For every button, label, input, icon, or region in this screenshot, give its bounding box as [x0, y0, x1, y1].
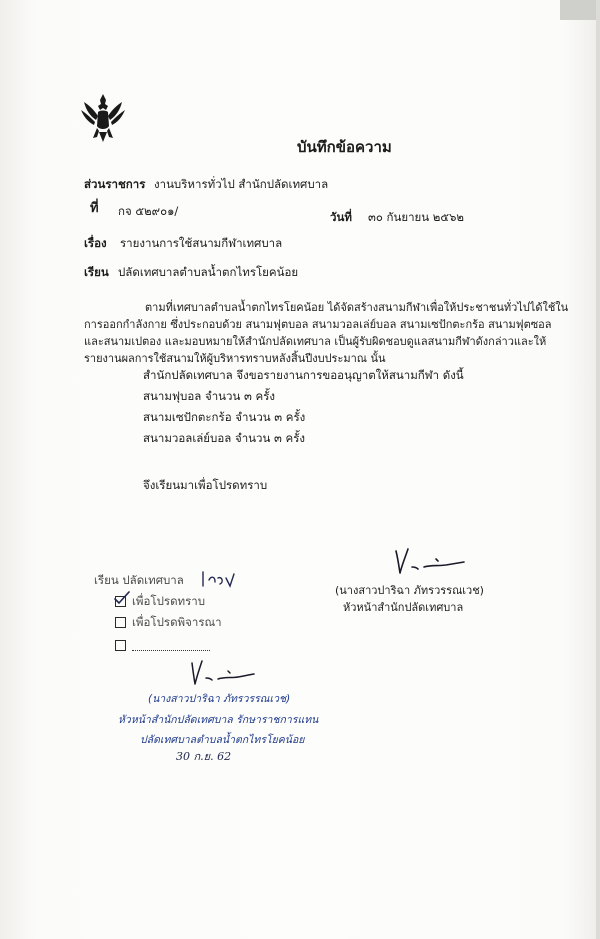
signature-mark-icon: [392, 545, 472, 577]
option-2-checkbox: [115, 617, 126, 628]
recipient-value: ปลัดเทศบาลตำบลน้ำตกไทรโยคน้อย: [118, 265, 299, 279]
list-item-takraw: สนามเซปักตะกร้อ จำนวน ๓ ครั้ง: [143, 410, 306, 424]
closing-line: จึงเรียนมาเพื่อโปรดทราบ: [143, 478, 268, 492]
body-line-1: ตามที่เทศบาลตำบลน้ำตกไทรโยคน้อย ได้จัดสร้างสนามกีฬาเพื่อให้ประชาชนทั่วไปได้ใช้ใน: [145, 301, 569, 314]
initials-mark-icon: [200, 568, 240, 590]
department-value: งานบริหารทั่วไป สำนักปลัดเทศบาล: [154, 177, 329, 191]
signer-name: (นางสาวปาริฉา ภัทรวรรณเวช): [335, 584, 484, 597]
garuda-emblem-icon: [80, 92, 126, 144]
option-2-label: เพื่อโปรดพิจารณา: [132, 615, 222, 629]
subject-label: เรื่อง: [84, 236, 107, 250]
recipient-label: เรียน: [84, 265, 109, 279]
memo-title: บันทึกข้อความ: [297, 138, 392, 156]
stamp-name: (นางสาวปาริฉา ภัทรวรรณเวช): [148, 693, 291, 705]
handwritten-date: 30 ก.ย. 62: [176, 750, 232, 763]
endorsement-to: เรียน ปลัดเทศบาล: [94, 573, 184, 587]
list-item-football: สนามฟุบอล จำนวน ๓ ครั้ง: [143, 389, 276, 403]
list-item-volleyball: สนามวอลเล่ย์บอล จำนวน ๓ ครั้ง: [143, 431, 305, 445]
body-line-3: และสนามเปตอง และมอบหมายให้สำนักปลัดเทศบาล เป็นผู้รับผิดชอบดูแลสนามกีฬาดังกล่าวและให้: [84, 335, 547, 348]
body-line-4: รายงานผลการใช้สนามให้ผู้บริหารทราบหลังสิ้นปีงบประมาณ นั้น: [84, 352, 386, 365]
request-line: สำนักปลัดเทศบาล จึงขอรายงานการขออนุญาตให้สนามกีฬา ดังนี้: [143, 368, 464, 382]
option-1-label: เพื่อโปรดทราบ: [132, 594, 206, 608]
stamp-line-1: หัวหน้าสำนักปลัดเทศบาล รักษาราชการแทน: [118, 714, 319, 726]
option-3-checkbox: [115, 640, 126, 651]
stamp-line-2: ปลัดเทศบาลตำบลน้ำตกไทรโยคน้อย: [140, 734, 305, 746]
scan-edge-top: [560, 0, 600, 20]
body-line-2: การออกกำลังกาย ซึ่งประกอบด้วย สนามฟุตบอล สนามวอลเล่ย์บอล สนามเซปักตะกร้อ สนามฟุตซอล: [84, 318, 552, 331]
endorser-signature-icon: [188, 658, 258, 688]
scan-edge-right: [596, 0, 600, 939]
checkmark-icon: [113, 590, 131, 606]
department-label: ส่วนราชการ: [84, 177, 146, 191]
reference-value: กจ ๕๒๙๐๑/: [118, 204, 179, 218]
reference-label: ที่: [90, 201, 99, 216]
date-value: ๓๐ กันยายน ๒๕๖๒: [368, 210, 464, 224]
subject-value: รายงานการใช้สนามกีฬาเทศบาล: [120, 236, 283, 250]
signer-position: หัวหน้าสำนักปลัดเทศบาล: [343, 601, 464, 614]
option-3-blank-line: [132, 650, 210, 651]
date-label: วันที่: [330, 210, 352, 224]
